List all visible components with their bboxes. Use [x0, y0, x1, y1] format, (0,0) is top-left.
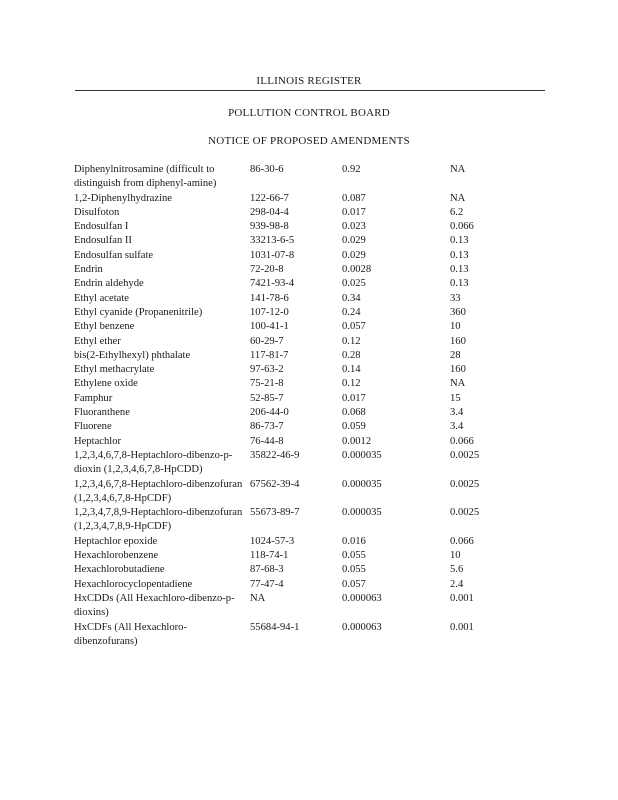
- table-row: [74, 506, 574, 535]
- table-row: [74, 363, 574, 377]
- wastewater-value: 0.12: [342, 378, 361, 390]
- cas-number: NA: [250, 592, 266, 604]
- table-row: [74, 435, 574, 449]
- nonwastewater-value: NA: [450, 192, 466, 204]
- cas-number: 76-44-8: [250, 435, 284, 447]
- constituent-name: Fluoranthene: [74, 407, 130, 419]
- cas-number: 118-74-1: [250, 550, 289, 562]
- nonwastewater-value: 33: [450, 292, 461, 304]
- table-row: [74, 263, 574, 277]
- constituent-name: Disulfoton: [74, 206, 120, 218]
- constituent-name: Diphenylnitrosamine (difficult to distinguish from diphenyl-amine): [74, 164, 217, 190]
- cas-number: 7421-93-4: [250, 278, 295, 290]
- nonwastewater-value: 0.001: [450, 592, 474, 604]
- wastewater-value: 0.017: [342, 392, 366, 404]
- wastewater-value: 0.000035: [342, 478, 382, 490]
- wastewater-value: 0.025: [342, 278, 366, 290]
- nonwastewater-value: 0.0025: [450, 507, 480, 519]
- cas-number: 97-63-2: [250, 364, 284, 376]
- wastewater-value: 0.016: [342, 535, 366, 547]
- constituent-name: Heptachlor: [74, 435, 122, 447]
- wastewater-value: 0.055: [342, 550, 366, 562]
- cas-number: 72-20-8: [250, 264, 284, 276]
- table-row: [74, 578, 574, 592]
- constituent-name: Ethyl cyanide (Propanenitrile): [74, 306, 203, 318]
- table-row: [74, 535, 574, 549]
- wastewater-value: 0.023: [342, 221, 366, 233]
- table-row: [74, 335, 574, 349]
- nonwastewater-value: 0.066: [450, 435, 474, 447]
- constituent-name: Endrin aldehyde: [74, 278, 144, 290]
- wastewater-value: 0.000063: [342, 621, 382, 633]
- table-row: [74, 292, 574, 306]
- board-title: POLLUTION CONTROL BOARD: [228, 107, 390, 119]
- wastewater-value: 0.057: [342, 578, 366, 590]
- cas-number: 117-81-7: [250, 349, 289, 361]
- register-title: ILLINOIS REGISTER: [256, 75, 362, 87]
- nonwastewater-value: 0.001: [450, 621, 474, 633]
- constituent-name: Endosulfan sulfate: [74, 249, 154, 261]
- nonwastewater-value: 0.0025: [450, 449, 480, 461]
- cas-number: 77-47-4: [250, 578, 284, 590]
- wastewater-value: 0.0028: [342, 264, 372, 276]
- nonwastewater-value: 28: [450, 349, 461, 361]
- table-row: [74, 592, 574, 621]
- constituent-name: HxCDDs (All Hexachloro-dibenzo-p-dioxins): [74, 592, 235, 619]
- table-row: [74, 320, 574, 334]
- nonwastewater-value: 3.4: [450, 407, 464, 419]
- constituent-name: 1,2,3,4,6,7,8-Heptachloro-dibenzofuran (1,2,3,4,6,7,8-HpCDF): [74, 478, 243, 504]
- constituent-name: Ethylene oxide: [74, 378, 138, 390]
- constituent-name: Endosulfan I: [74, 221, 129, 233]
- cas-number: 33213-6-5: [250, 235, 295, 247]
- table-row: [74, 349, 574, 363]
- cas-number: 1031-07-8: [250, 249, 295, 261]
- cas-number: 206-44-0: [250, 407, 289, 419]
- wastewater-value: 0.28: [342, 349, 361, 361]
- nonwastewater-value: 10: [450, 550, 461, 562]
- nonwastewater-value: 0.13: [450, 249, 469, 261]
- constituent-name: Hexachlorocyclopentadiene: [74, 578, 193, 590]
- cas-number: 67562-39-4: [250, 478, 300, 490]
- constituent-name: Ethyl benzene: [74, 321, 135, 333]
- wastewater-value: 0.029: [342, 249, 366, 261]
- constituent-name: bis(2-Ethylhexyl) phthalate: [74, 349, 191, 361]
- constituent-name: Ethyl methacrylate: [74, 364, 155, 376]
- nonwastewater-value: 0.066: [450, 535, 474, 547]
- nonwastewater-value: 3.4: [450, 421, 464, 433]
- cas-number: 35822-46-9: [250, 449, 300, 461]
- table-row: [74, 563, 574, 577]
- nonwastewater-value: 160: [450, 364, 466, 376]
- constituent-name: 1,2,3,4,7,8,9-Heptachloro-dibenzofuran (1,2,3,4,7,8,9-HpCDF): [74, 507, 243, 533]
- cas-number: 55673-89-7: [250, 507, 300, 519]
- table-row: [74, 549, 574, 563]
- wastewater-value: 0.24: [342, 306, 361, 318]
- nonwastewater-value: 0.066: [450, 221, 474, 233]
- constituent-name: HxCDFs (All Hexachloro-dibenzofurans): [74, 621, 187, 647]
- nonwastewater-value: 6.2: [450, 206, 464, 218]
- constituent-name: Hexachlorobutadiene: [74, 564, 165, 576]
- wastewater-value: 0.017: [342, 206, 366, 218]
- nonwastewater-value: 360: [450, 306, 466, 318]
- cas-number: 87-68-3: [250, 564, 284, 576]
- table-row: [74, 621, 574, 650]
- cas-number: 100-41-1: [250, 321, 289, 333]
- table-row: [74, 220, 574, 234]
- nonwastewater-value: 0.13: [450, 278, 469, 290]
- constituent-name: Hexachlorobenzene: [74, 550, 159, 562]
- table-row: [74, 192, 574, 206]
- wastewater-value: 0.12: [342, 335, 361, 347]
- constituent-name: Endosulfan II: [74, 235, 132, 247]
- cas-number: 86-73-7: [250, 421, 284, 433]
- table-row: [74, 306, 574, 320]
- table-row: [74, 206, 574, 220]
- wastewater-value: 0.000063: [342, 592, 382, 604]
- wastewater-value: 0.059: [342, 421, 366, 433]
- wastewater-value: 0.92: [342, 164, 361, 175]
- wastewater-value: 0.055: [342, 564, 366, 576]
- table-row: [74, 449, 574, 478]
- table-row: [74, 478, 574, 507]
- nonwastewater-value: 15: [450, 392, 461, 404]
- constituent-name: Famphur: [74, 392, 113, 404]
- table-row: [74, 420, 574, 434]
- table-row: [74, 406, 574, 420]
- cas-number: 55684-94-1: [250, 621, 300, 633]
- nonwastewater-value: 0.13: [450, 264, 469, 276]
- nonwastewater-value: NA: [450, 164, 466, 175]
- wastewater-value: 0.0012: [342, 435, 372, 447]
- wastewater-value: 0.029: [342, 235, 366, 247]
- table-row: [74, 277, 574, 291]
- wastewater-value: 0.14: [342, 364, 361, 376]
- table-row: [74, 234, 574, 248]
- constituent-name: Fluorene: [74, 421, 112, 433]
- cas-number: 122-66-7: [250, 192, 289, 204]
- wastewater-value: 0.068: [342, 407, 366, 419]
- nonwastewater-value: 5.6: [450, 564, 464, 576]
- cas-number: 298-04-4: [250, 206, 289, 218]
- nonwastewater-value: 160: [450, 335, 466, 347]
- cas-number: 141-78-6: [250, 292, 289, 304]
- cas-number: 86-30-6: [250, 164, 284, 175]
- table-row: [74, 392, 574, 406]
- constituent-name: Heptachlor epoxide: [74, 535, 158, 547]
- wastewater-value: 0.000035: [342, 449, 382, 461]
- table-row: [74, 249, 574, 263]
- wastewater-value: 0.34: [342, 292, 361, 304]
- notice-title: NOTICE OF PROPOSED AMENDMENTS: [208, 135, 410, 147]
- nonwastewater-value: 0.0025: [450, 478, 480, 490]
- constituent-name: Ethyl acetate: [74, 292, 129, 304]
- cas-number: 60-29-7: [250, 335, 284, 347]
- wastewater-value: 0.000035: [342, 507, 382, 519]
- header-rule: [75, 90, 545, 91]
- constituent-table: [74, 163, 574, 649]
- table-row: [74, 377, 574, 391]
- constituent-name: Endrin: [74, 264, 103, 276]
- cas-number: 1024-57-3: [250, 535, 295, 547]
- constituent-name: Ethyl ether: [74, 335, 121, 347]
- nonwastewater-value: 0.13: [450, 235, 469, 247]
- wastewater-value: 0.087: [342, 192, 366, 204]
- nonwastewater-value: 10: [450, 321, 461, 333]
- cas-number: 107-12-0: [250, 306, 289, 318]
- wastewater-value: 0.057: [342, 321, 366, 333]
- constituent-name: 1,2,3,4,6,7,8-Heptachloro-dibenzo-p-dioxin (1,2,3,4,6,7,8-HpCDD): [74, 449, 233, 476]
- table-row: [74, 163, 574, 192]
- cas-number: 52-85-7: [250, 392, 284, 404]
- constituent-name: 1,2-Diphenylhydrazine: [74, 192, 172, 204]
- cas-number: 75-21-8: [250, 378, 284, 390]
- nonwastewater-value: 2.4: [450, 578, 464, 590]
- cas-number: 939-98-8: [250, 221, 289, 233]
- nonwastewater-value: NA: [450, 378, 466, 390]
